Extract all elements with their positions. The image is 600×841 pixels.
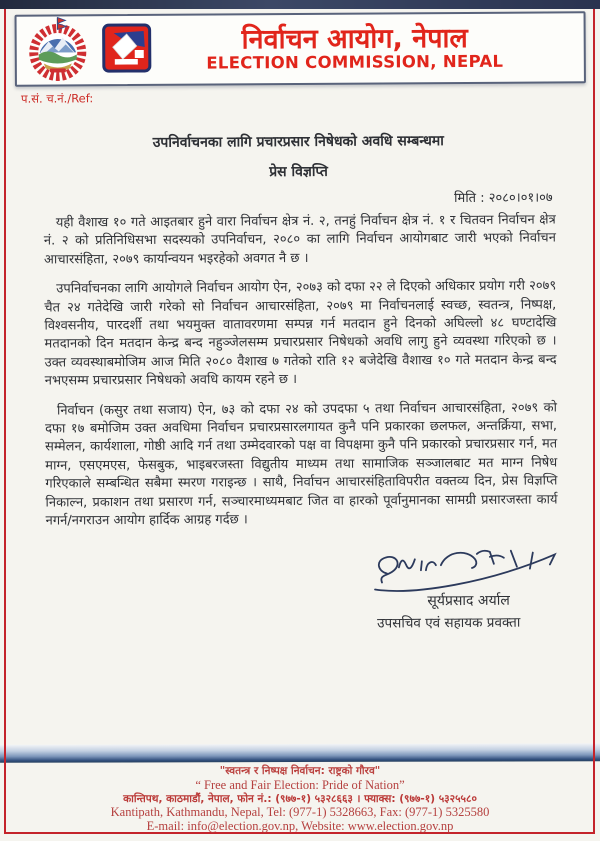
- footer-slogan-nepali: "स्वतन्त्र र निष्पक्ष निर्वाचन: राष्ट्रको गौरव": [0, 764, 600, 778]
- document-title: उपनिर्वाचनका लागि प्रचारप्रसार निषेधको अवधि सम्बन्धमा: [0, 130, 598, 153]
- ballot-box-logo-icon: [102, 23, 152, 77]
- scan-fold-band: [0, 743, 600, 763]
- paragraph-1: यही वैशाख १० गते आइतबार हुने वारा निर्वाचन क्षेत्र नं. २, तनहुं निर्वाचन क्षेत्र नं. १ र चितवन निर्वाचन क्षेत्र नं. २ को प्रतिनिधिसभा सदस्यको उपनिर्वाचन, २०८० का लागि निर्वाचन आयोगबाट जारी भएको निर्वाचन आचारसंहिता, २०७९ कार्यान्वयन भइरहेको अवगत नै छ ।: [44, 211, 556, 269]
- handwritten-signature: [359, 540, 559, 597]
- document-subtitle: प्रेस विज्ञप्ति: [0, 160, 599, 183]
- org-name-english: ELECTION COMMISSION, NEPAL: [152, 53, 558, 74]
- nepal-coat-of-arms-icon: [26, 15, 90, 85]
- signer-title: उपसचिव एवं सहायक प्रवक्ता: [331, 612, 566, 631]
- letterhead: [15, 11, 586, 86]
- signer-name: सूर्यप्रसाद अर्याल: [371, 590, 566, 610]
- footer-address-nepali: कान्तिपथ, काठमाडौं, नेपाल, फोन नं.: (९७७-१) ५३२८६६३ । फ्याक्स: (९७७-१) ५३२५५८०: [0, 792, 600, 806]
- signature-block: [331, 540, 567, 631]
- document-body: [44, 211, 558, 542]
- paragraph-3: निर्वाचन (कसुर तथा सजाय) ऐन, ७३ को दफा २४ को उपदफा ५ तथा निर्वाचन आचारसंहिता, २०७९ को दफा १७ बमोजिम उक्त अवधिमा निर्वाचन प्रचारप्रसारलगायत कुनै पनि प्रकारका छलफल, अन्तर्क्रिया, सभा, सम्मेलन, कार्यशाला, गोष्ठी आदि गर्न तथा उम्मेदवारको पक्ष वा विपक्षमा कुनै पनि प्रकारको प्रचारप्रसार गर्न, मत माग्न, एसएमएस, फेसबुक, भाइबरजस्ता विद्युतीय माध्यम तथा सामाजिक सञ्जालबाट मत माग्न निषेध गरिएकाले सम्बन्धित सबैमा स्मरण गराइन्छ । साथै, निर्वाचन आचारसंहिताविपरीत वक्तव्य दिन, प्रेस विज्ञप्ति निकाल्न, प्रकाशन तथा प्रसारण गर्न, सञ्चारमाध्यमबाट जित वा हारको पूर्वानुमानका सामग्री प्रसारजस्ता कार्य नगर्न/नगराउन आयोग हार्दिक आग्रह गर्दछ ।: [45, 399, 558, 531]
- scan-edge-strip: [0, 0, 600, 9]
- footer-slogan-english: “ Free and Fair Election: Pride of Nation”: [0, 778, 600, 792]
- footer-address-english: Kantipath, Kathmandu, Nepal, Tel: (977-1) 5328663, Fax: (977-1) 5325580: [0, 806, 600, 820]
- footer-email-website: E-mail: info@election.gov.np, Website: www.election.gov.np: [0, 820, 600, 834]
- reference-number-label: प.सं. च.नं./Ref:: [21, 91, 93, 106]
- org-names: [152, 24, 584, 73]
- paragraph-2: उपनिर्वाचनका लागि आयोगले निर्वाचन आयोग ऐन, २०७३ को दफा २२ ले दिएको अधिकार प्रयोग गरी २०७९ चैत २४ गतेदेखि जारी गरेको सो निर्वाचन आचारसंहिता, २०७९ मा निर्वाचनलाई स्वच्छ, स्वतन्त्र, निष्पक्ष, विश्वसनीय, पारदर्शी तथा भयमुक्त वातावरणमा सम्पन्न गर्न मतदान हुने दिनको अघिल्लो ४८ घण्टादेखि मतदानको दिन मतदान केन्द्र बन्द नहुञ्जेलसम्म प्रचारप्रसार निषेधको अवधि लागु हुने व्यवस्था गरिएको छ । उक्त व्यवस्थाबमोजिम आज मिति २०८० वैशाख ७ गतेको राति १२ बजेदेखि वैशाख १० गते मतदान केन्द्र बन्द नभएसम्म प्रचारप्रसार निषेधको अवधि कायम रहने छ ।: [44, 278, 557, 392]
- letterfoot: [0, 764, 600, 833]
- document-date: मिति : २०८०।०१।०७: [454, 187, 553, 206]
- org-name-nepali: निर्वाचन आयोग, नेपाल: [152, 24, 558, 55]
